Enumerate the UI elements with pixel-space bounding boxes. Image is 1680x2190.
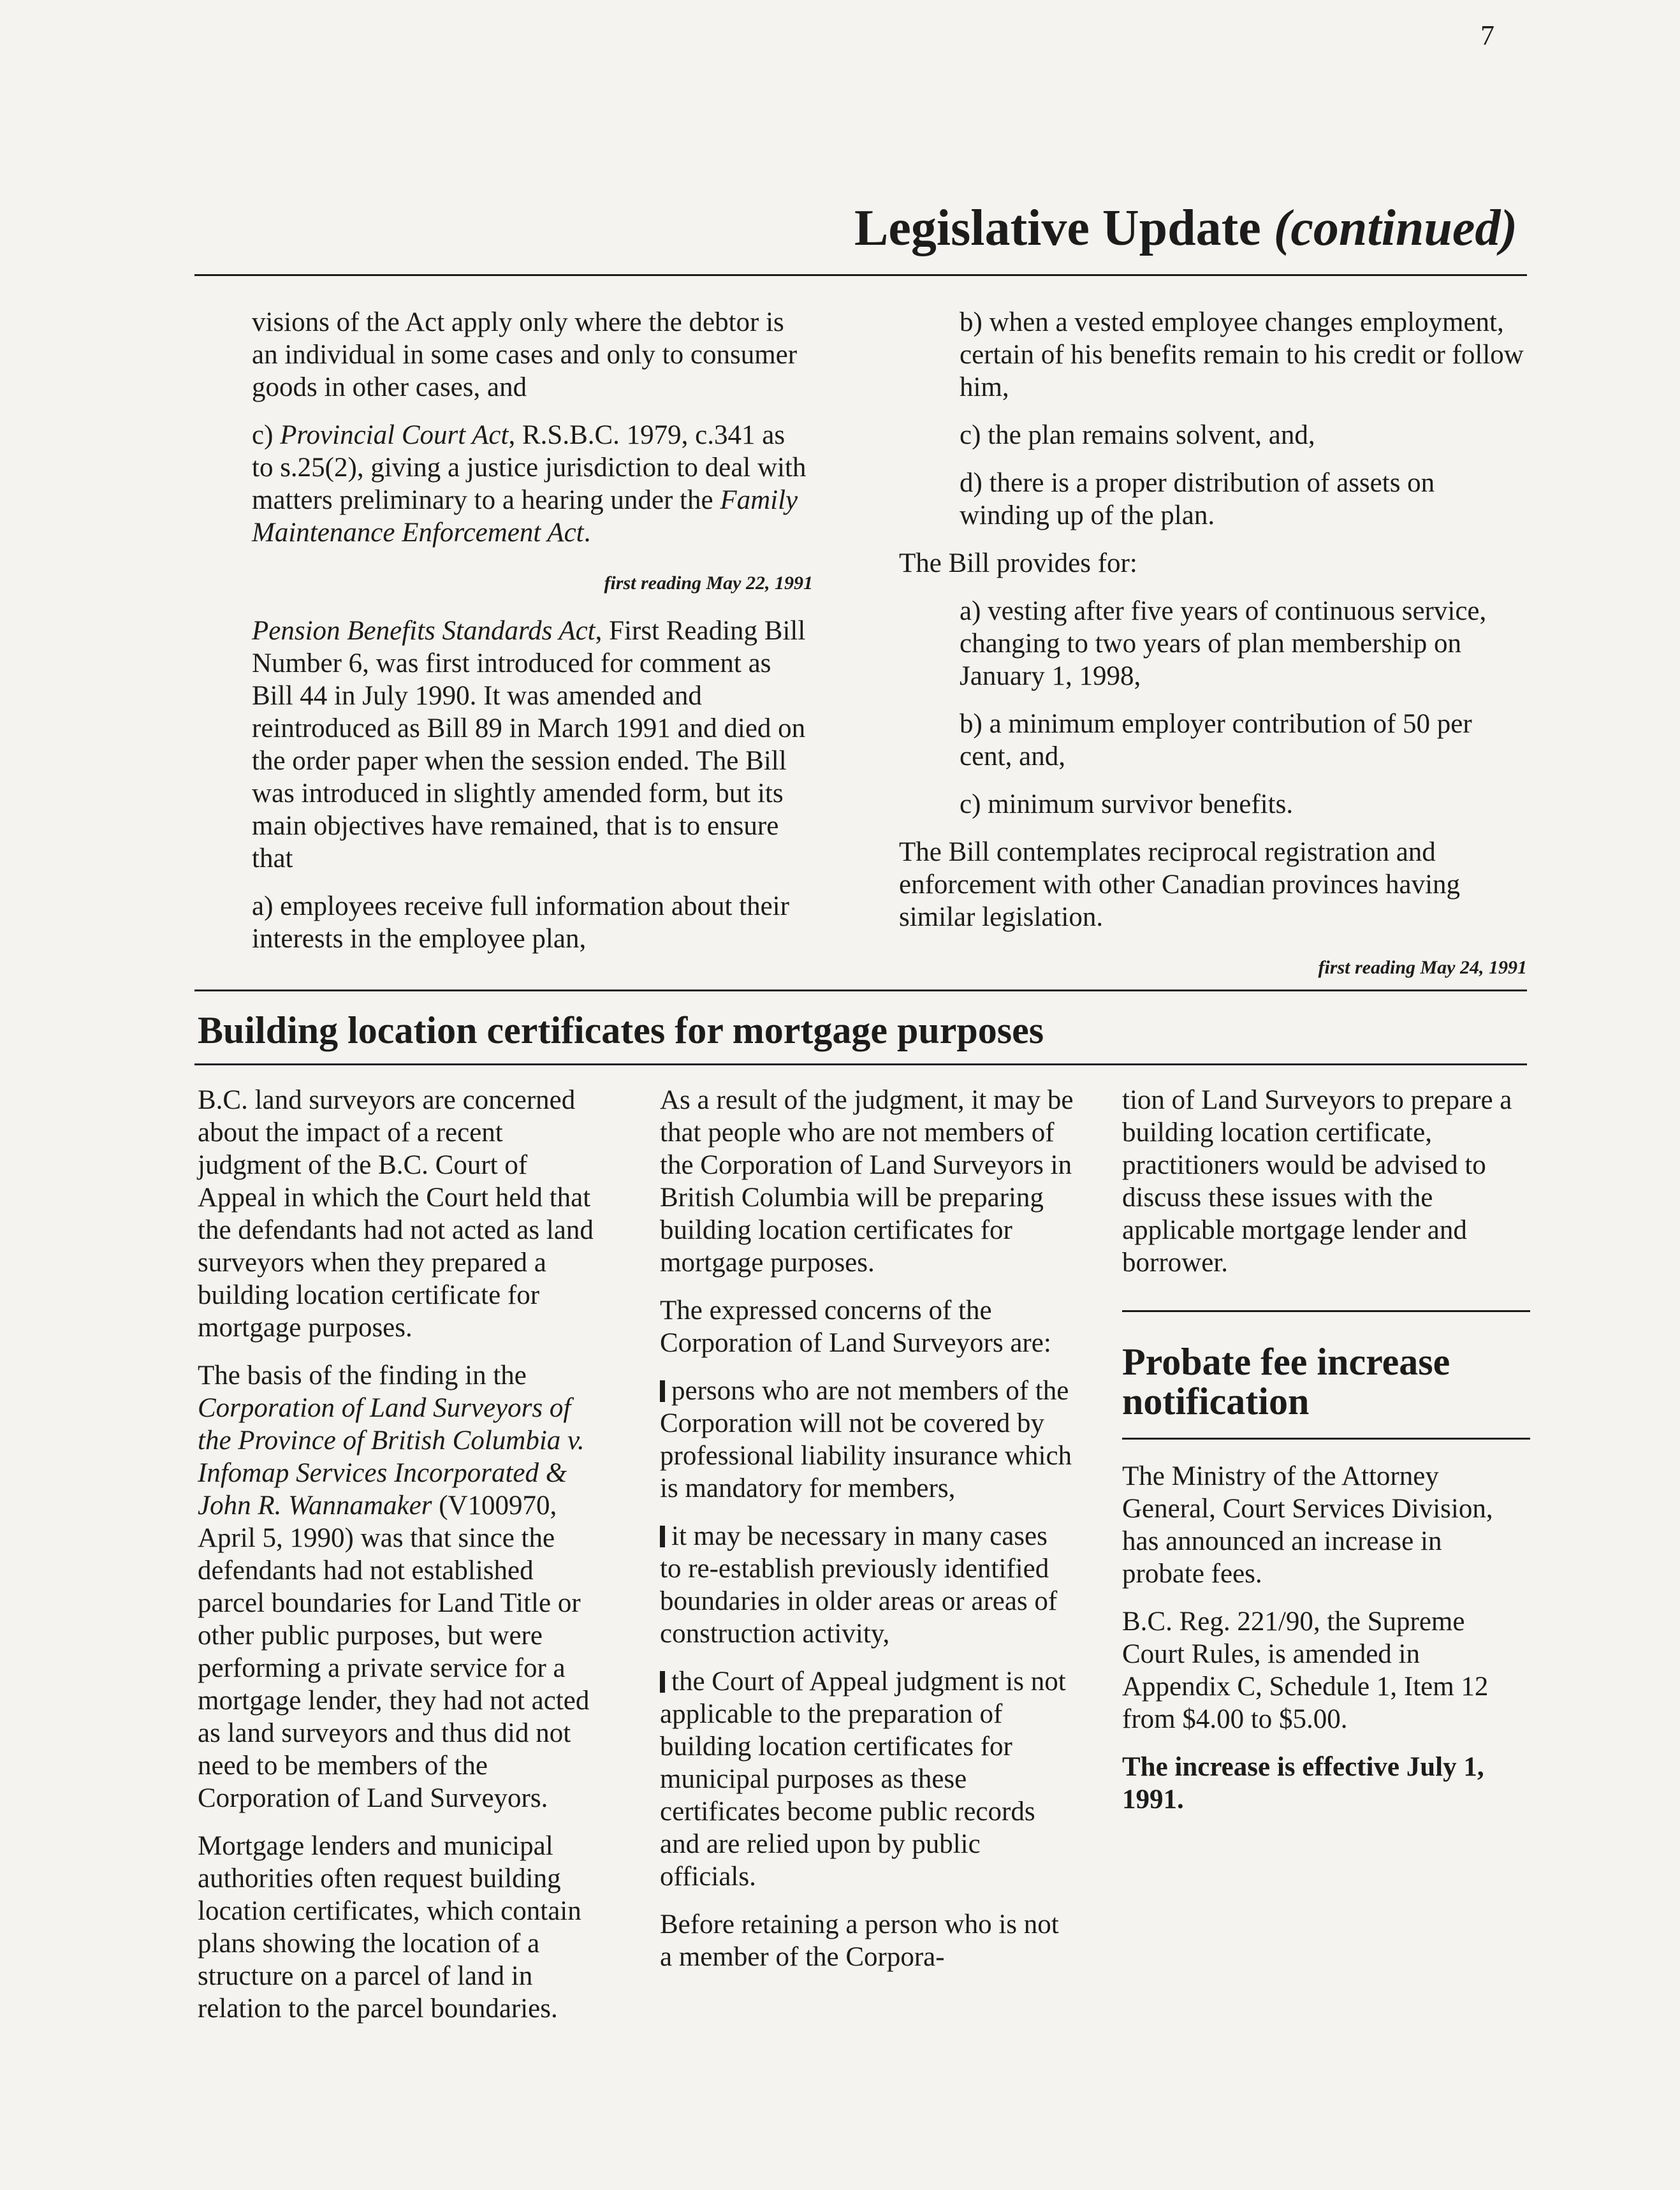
- list-item: b) a minimum employer contribution of 50 per cent, and,: [960, 709, 1472, 771]
- case-name: Corporation of Land Surveyors of the Province of British Columbia v. Infomap Services Incorporated & John R. Wannamaker: [198, 1393, 585, 1521]
- act-name: Provincial Court Act: [280, 420, 509, 450]
- text: The basis of the finding in the: [198, 1361, 527, 1391]
- act-name: Family Maintenance Enforcement Act: [252, 485, 798, 548]
- paragraph: B.C. land surveyors are concerned about the impact of a recent judgment of the B.C. Court of Appeal in which the Court held that the defendants had not acted as land surveyors when they prepared a building location certificate for mortgage purposes.: [198, 1085, 594, 1343]
- reading-date: [252, 564, 813, 599]
- list-item: a) employees receive full information about their interests in the employee plan,: [252, 891, 789, 954]
- building-column-2: [660, 1084, 1074, 1989]
- list-item: d) there is a proper distribution of assets on winding up of the plan.: [960, 468, 1435, 530]
- page-title: [854, 200, 1517, 256]
- section-rule: [194, 989, 1527, 991]
- legislative-left-column: [252, 306, 813, 970]
- title-continued: (continued): [1273, 200, 1517, 256]
- bullet-item: the Court of Appeal judgment is not applicable to the preparation of building location certificates for municipal purposes as these certificates become public records and are relied upon by public officials.: [660, 1665, 1074, 1893]
- building-column-3: [1122, 1084, 1530, 1294]
- list-item: c) the plan remains solvent, and,: [960, 420, 1315, 450]
- probate-top-rule: [1122, 1310, 1530, 1312]
- text: .: [583, 518, 591, 548]
- effective-date: The increase is effective July 1, 1991.: [1122, 1752, 1484, 1814]
- paragraph: The Bill contemplates reciprocal registration and enforcement with other Canadian provinces having similar legislation.: [899, 837, 1461, 932]
- paragraph: [252, 615, 813, 875]
- paragraph: [252, 419, 813, 549]
- bullet-item: it may be necessary in many cases to re-establish previously identified boundaries in older areas or areas of construction activity,: [660, 1520, 1074, 1650]
- reading-text: first reading May 22, 1991: [604, 573, 813, 594]
- list-item: c) minimum survivor benefits.: [960, 789, 1294, 819]
- list-item: b) when a vested employee changes employment, certain of his benefits remain to his credit or follow him,: [960, 307, 1524, 402]
- item-prefix: c): [252, 420, 281, 450]
- paragraph: Before retaining a person who is not a member of the Corpora-: [660, 1909, 1059, 1972]
- paragraph: [198, 1359, 606, 1814]
- bullet-item: persons who are not members of the Corporation will not be covered by professional liability insurance which is mandatory for members,: [660, 1375, 1074, 1505]
- paragraph: The Ministry of the Attorney General, Court Services Division, has announced an increase in probate fees.: [1122, 1461, 1493, 1589]
- paragraph: The expressed concerns of the Corporation of Land Surveyors are:: [660, 1296, 1051, 1358]
- paragraph: The Bill provides for:: [899, 548, 1137, 578]
- paragraph: tion of Land Surveyors to prepare a building location certificate, practitioners would be advised to discuss these issues with the applicable mortgage lender and borrower.: [1122, 1085, 1512, 1278]
- paragraph: As a result of the judgment, it may be that people who are not members of the Corporation of Land Surveyors in British Columbia will be preparing building location certificates for mortgage purposes.: [660, 1085, 1074, 1278]
- text: , R.S.B.C. 1979, c.341 as to s.25(2), giving a justice jurisdiction to deal with matters preliminary to a hearing under the: [252, 420, 807, 515]
- legislative-right-column: [899, 306, 1527, 999]
- probate-section-title: Probate fee increase notification: [1122, 1341, 1450, 1422]
- text: , First Reading Bill Number 6, was first introduced for comment as Bill 44 in July 1990. It was amended and reintroduced as Bill 89 in March 1991 and died on the order paper when the session ended. The Bill was introduced in slightly amended form, but its main objectives have remained, that is to ensure that: [252, 616, 806, 873]
- paragraph: Mortgage lenders and municipal authorities often request building location certificates, which contain plans showing the location of a structure on a parcel of land in relation to the parcel boundaries.: [198, 1831, 581, 2024]
- building-section-title: Building location certificates for mortgage purposes: [198, 1009, 1044, 1051]
- title-main: Legislative Update: [854, 200, 1274, 256]
- building-column-1: [198, 1084, 606, 2040]
- list-item: a) vesting after five years of continuous service, changing to two years of plan membership on January 1, 1998,: [960, 596, 1487, 691]
- header-rule: [194, 274, 1527, 276]
- act-name: Pension Benefits Standards Act: [252, 616, 595, 646]
- text: (V100970, April 5, 1990) was that since the defendants had not established parcel boundaries for Land Title or other public purposes, but were performing a private service for a mortgage lender, they had not acted as land surveyors and thus did not need to be members of the Corporation of Land Surveyors.: [198, 1491, 590, 1813]
- page-number: 7: [1480, 20, 1494, 51]
- reading-date: [899, 949, 1527, 984]
- probate-bottom-rule: [1122, 1438, 1530, 1440]
- paragraph: visions of the Act apply only where the debtor is an individual in some cases and only to consumer goods in other cases, and: [252, 307, 798, 402]
- reading-text: first reading May 24, 1991: [1318, 957, 1527, 978]
- section-rule: [194, 1063, 1527, 1065]
- probate-column: [1122, 1460, 1530, 1831]
- paragraph: B.C. Reg. 221/90, the Supreme Court Rules, is amended in Appendix C, Schedule 1, Item 12 from $4.00 to $5.00.: [1122, 1607, 1489, 1734]
